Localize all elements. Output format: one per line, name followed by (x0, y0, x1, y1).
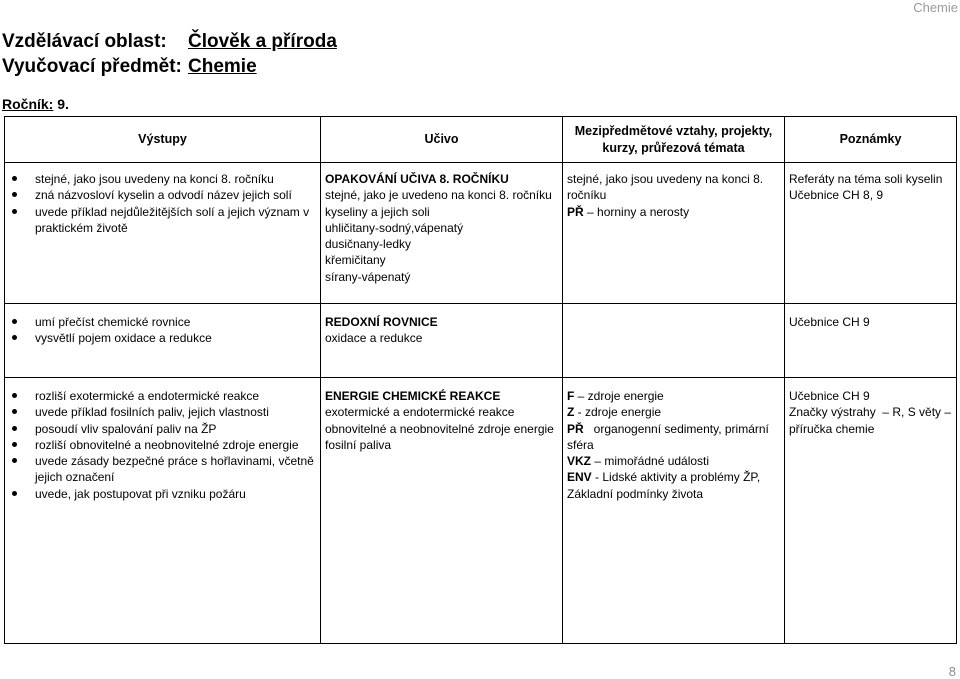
outcome-item: uvede příklad nejdůležitějších solí a jejich význam v praktickém životě (9, 204, 317, 237)
note-item: Referáty na téma soli kyselin (789, 172, 943, 186)
relation-item (567, 421, 781, 454)
content-cell (321, 163, 563, 304)
relation-text: – mimořádné události (591, 454, 710, 469)
notes-cell (785, 378, 957, 644)
relations-cell (563, 378, 785, 644)
relations-cell (563, 163, 785, 304)
document-meta (2, 29, 337, 79)
content-item: obnovitelné a neobnovitelné zdroje energie (325, 421, 554, 436)
relation-abbr: F (567, 389, 575, 403)
note-item: Učebnice CH 9 (789, 389, 870, 403)
header-notes: Poznámky (785, 117, 957, 163)
relation-abbr: ENV (567, 470, 592, 485)
outcome-item: vysvětlí pojem oxidace a redukce (9, 330, 317, 346)
outcome-item: rozliší exotermické a endotermické reakce (9, 388, 317, 404)
relations-cell (563, 304, 785, 378)
relation-item (567, 404, 781, 420)
relation-text: stejné, jako jsou uvedeny na konci 8. ročníku (567, 172, 767, 203)
area-row (2, 29, 337, 54)
relation-abbr: PŘ (567, 204, 584, 219)
relation-text: Základní podmínky života (567, 486, 704, 501)
header-relations: Mezipředmětové vztahy, projekty, kurzy, průřezová témata (563, 117, 785, 163)
content-item: křemičitany (325, 253, 386, 268)
header-subject-label: Chemie (913, 0, 958, 15)
subject-label: Vyučovací předmět: (2, 56, 182, 77)
note-item: příručka chemie (789, 421, 875, 436)
content-item: fosilní paliva (325, 437, 392, 452)
content-item: sírany-vápenatý (325, 269, 411, 284)
area-value: Člověk a příroda (188, 31, 337, 52)
relation-text: – zdroje energie (574, 389, 664, 403)
table-row (5, 163, 957, 304)
content-item: uhličitany-sodný,vápenatý (325, 220, 464, 235)
outcome-item: posoudí vliv spalování paliv na ŽP (9, 421, 317, 437)
relation-abbr: PŘ (567, 421, 584, 436)
area-label: Vzdělávací oblast: (2, 31, 167, 52)
content-item: stejné, jako je uvedeno na konci 8. ročníku (325, 188, 552, 203)
content-item: kyseliny a jejich soli (325, 204, 430, 219)
outcome-item: uvede zásady bezpečné práce s hořlavinami, včetně jejich označení (9, 453, 317, 486)
subject-row (2, 54, 337, 79)
relation-item (567, 388, 781, 404)
table-row (5, 378, 957, 644)
outcomes-list (9, 388, 317, 502)
page-number: 8 (948, 664, 956, 679)
content-cell (321, 304, 563, 378)
content-item: exotermické a endotermické reakce (325, 405, 515, 420)
subject-value: Chemie (188, 56, 257, 77)
relation-item (567, 486, 781, 502)
relation-item (567, 469, 781, 485)
relation-item (567, 171, 781, 204)
relation-text: - Lidské aktivity a problémy ŽP, (591, 470, 761, 485)
note-item: Značky výstrahy – R, S věty – (789, 405, 952, 420)
content-topic-title: ENERGIE CHEMICKÉ REAKCE (325, 389, 501, 403)
grade-line (2, 96, 69, 112)
content-item: oxidace a redukce (325, 331, 423, 346)
content-topic-title: OPAKOVÁNÍ UČIVA 8. ROČNÍKU (325, 172, 509, 186)
relation-item (567, 204, 781, 220)
outcome-item: uvede příklad fosilních paliv, jejich vlastnosti (9, 404, 317, 420)
outcome-item: zná názvosloví kyselin a odvodí název jejich solí (9, 187, 317, 203)
outcomes-cell (5, 378, 321, 644)
relation-item (567, 453, 781, 469)
table-row (5, 304, 957, 378)
notes-cell (785, 163, 957, 304)
notes-cell (785, 304, 957, 378)
content-topic-title: REDOXNÍ ROVNICE (325, 315, 438, 329)
relation-abbr: Z (567, 405, 575, 420)
outcome-item: uvede, jak postupovat při vzniku požáru (9, 486, 317, 502)
table-body (5, 163, 957, 644)
grade-label: Ročník: (2, 96, 54, 112)
table-header-row (5, 117, 957, 163)
grade-value: 9. (57, 96, 69, 112)
relation-text: - zdroje energie (574, 405, 662, 420)
relation-text: organogenní sedimenty, primární sféra (567, 421, 773, 452)
outcome-item: umí přečíst chemické rovnice (9, 314, 317, 330)
note-item: Učebnice CH 9 (789, 315, 870, 329)
relation-text: – horniny a nerosty (583, 204, 690, 219)
content-item: dusičnany-ledky (325, 237, 412, 252)
header-content: Učivo (321, 117, 563, 163)
outcome-item: rozliší obnovitelné a neobnovitelné zdroje energie (9, 437, 317, 453)
outcomes-cell (5, 163, 321, 304)
relation-abbr: VKZ (567, 454, 591, 469)
header-outcomes: Výstupy (5, 117, 321, 163)
note-item: Učebnice CH 8, 9 (789, 188, 884, 203)
outcome-item: stejné, jako jsou uvedeny na konci 8. ročníku (9, 171, 317, 187)
outcomes-cell (5, 304, 321, 378)
outcomes-list (9, 171, 317, 236)
curriculum-table (4, 116, 957, 644)
content-cell (321, 378, 563, 644)
outcomes-list (9, 314, 317, 347)
